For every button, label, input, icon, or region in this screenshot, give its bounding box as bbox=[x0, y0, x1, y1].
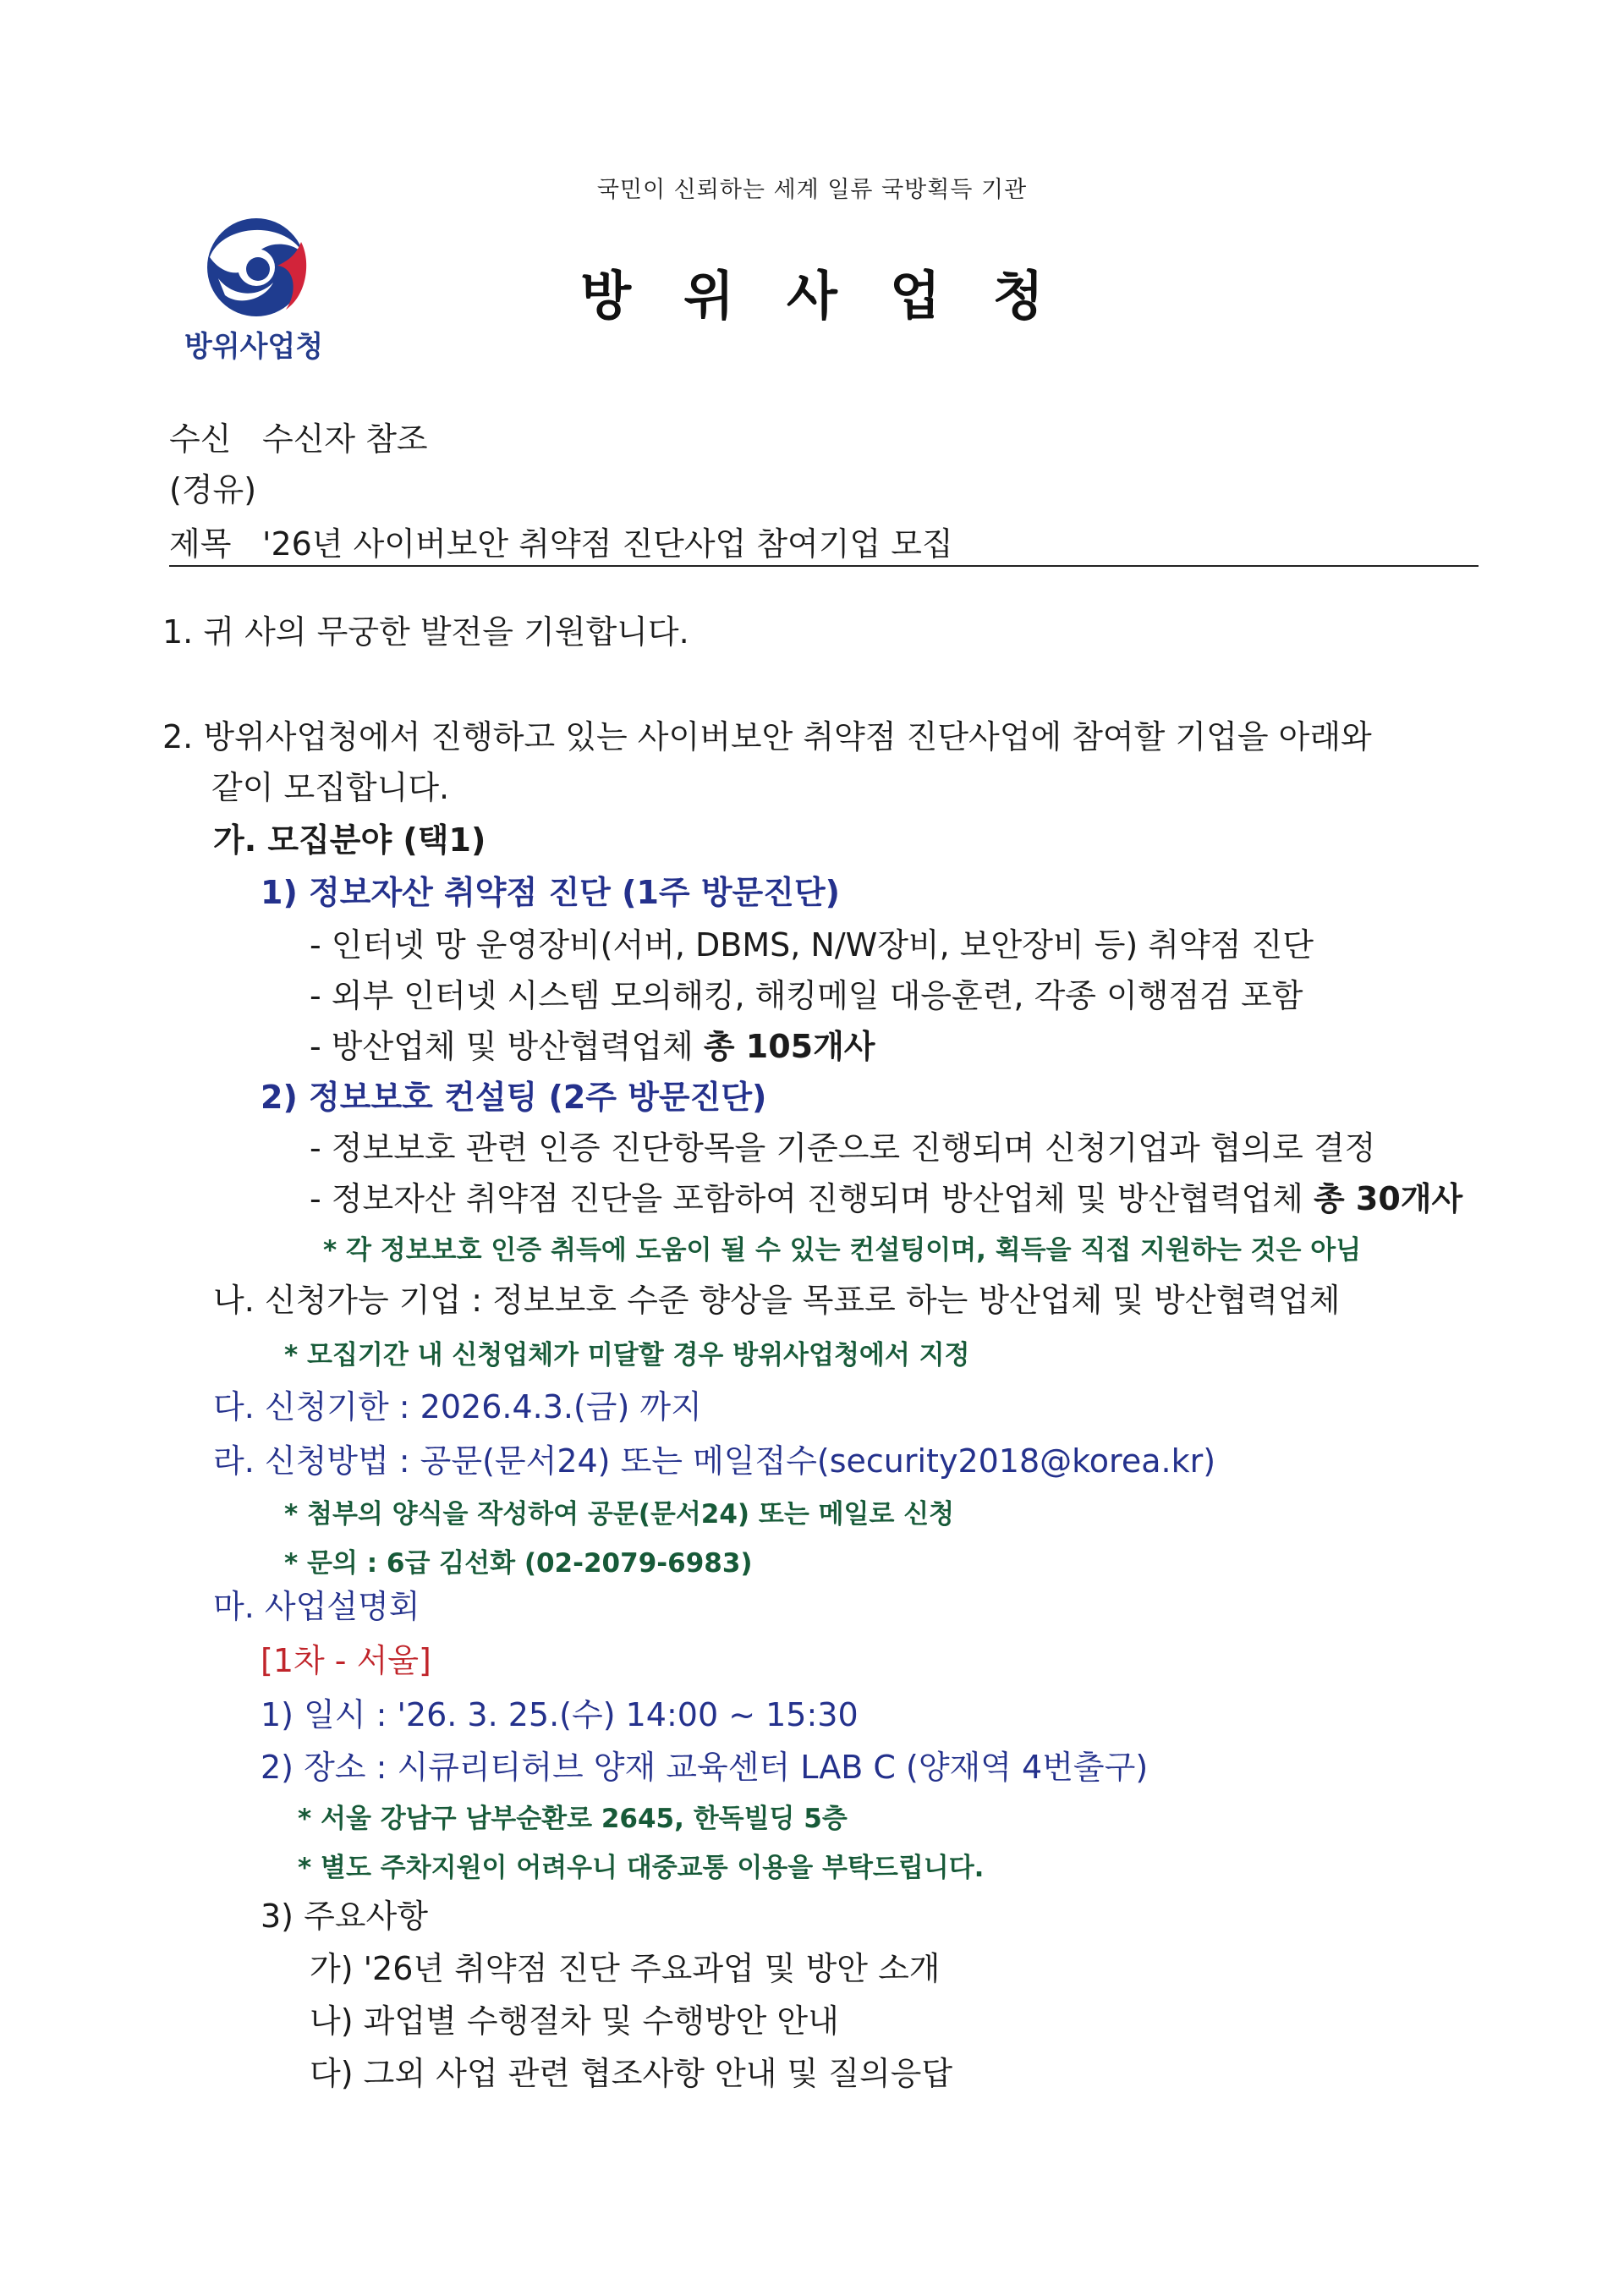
header-divider bbox=[169, 565, 1479, 567]
ga-2-item-1: - 정보보호 관련 인증 진단항목을 기준으로 진행되며 신청기업과 협의로 결정 bbox=[310, 1129, 1376, 1167]
ga-1-title: 1) 정보자산 취약점 진단 (1주 방문진단) bbox=[261, 874, 841, 911]
subject-line bbox=[169, 518, 953, 564]
ma-3-item-da: 다) 그외 사업 관련 협조사항 안내 및 질의응답 bbox=[310, 2055, 953, 2092]
recipient-line bbox=[169, 413, 428, 459]
section-na-title: 나. 신청가능 기업 : 정보보호 수준 향상을 목표로 하는 방산업체 및 방산협력업체 bbox=[213, 1282, 1341, 1319]
section-ra-title: 라. 신청방법 : 공문(문서24) 또는 메일접수(security2018@korea.kr) bbox=[213, 1442, 1216, 1480]
ma-3-item-na: 나) 과업별 수행절차 및 수행방안 안내 bbox=[310, 2002, 839, 2040]
ra-note-1: * 첨부의 양식을 작성하여 공문(문서24) 또는 메일로 신청 bbox=[284, 1499, 955, 1530]
ga-1-item-3-count: 총 105개사 bbox=[703, 1028, 875, 1065]
ma-2-location: 2) 장소 : 시큐리티허브 양재 교육센터 LAB C (양재역 4번출구) bbox=[261, 1749, 1149, 1786]
logo-text: 방위사업청 bbox=[184, 330, 324, 364]
na-note: * 모집기간 내 신청업체가 미달할 경우 방위사업청에서 지정 bbox=[284, 1340, 970, 1370]
paragraph-2-line2: 같이 모집합니다. bbox=[211, 769, 450, 806]
recipient-value: 수신자 참조 bbox=[262, 420, 428, 458]
subject-label: 제목 bbox=[169, 525, 232, 563]
paragraph-1: 1. 귀 사의 무궁한 발전을 기원합니다. bbox=[162, 613, 689, 651]
ga-1-item-3 bbox=[310, 1020, 875, 1067]
subject-value: '26년 사이버보안 취약점 진단사업 참여기업 모집 bbox=[262, 525, 953, 563]
ga-1-item-2: - 외부 인터넷 시스템 모의해킹, 해킹메일 대응훈련, 각종 이행점검 포함 bbox=[310, 977, 1303, 1014]
section-ga-title: 가. 모집분야 (택1) bbox=[213, 821, 486, 859]
ma-session-label: [1차 - 서울] bbox=[261, 1642, 431, 1679]
ma-3-item-ga: 가) '26년 취약점 진단 주요과업 및 방안 소개 bbox=[310, 1950, 941, 1987]
via-line: (경유) bbox=[169, 471, 257, 508]
ma-2-note-1: * 서울 강남구 남부순환로 2645, 한독빌딩 5층 bbox=[298, 1804, 848, 1834]
ga-2-item-2-text: - 정보자산 취약점 진단을 포함하여 진행되며 방산업체 및 방산협력업체 bbox=[310, 1180, 1314, 1217]
section-da-title: 다. 신청기한 : 2026.4.3.(금) 까지 bbox=[213, 1388, 702, 1425]
recipient-label: 수신 bbox=[169, 420, 232, 458]
ma-1-datetime: 1) 일시 : '26. 3. 25.(수) 14:00 ~ 15:30 bbox=[261, 1696, 859, 1733]
ga-2-item-2-count: 총 30개사 bbox=[1313, 1180, 1463, 1217]
agency-slogan: 국민이 신뢰하는 세계 일류 국방획득 기관 bbox=[596, 177, 1028, 203]
ga-2-note: * 각 정보보호 인증 취득에 도움이 될 수 있는 컨설팅이며, 획득을 직접 지원하는 것은 아님 bbox=[323, 1235, 1362, 1266]
ga-1-item-1: - 인터넷 망 운영장비(서버, DBMS, N/W장비, 보안장비 등) 취약점 진단 bbox=[310, 926, 1314, 964]
paragraph-2-line1: 2. 방위사업청에서 진행하고 있는 사이버보안 취약점 진단사업에 참여할 기업을 아래와 bbox=[162, 718, 1372, 755]
ga-2-item-2 bbox=[310, 1173, 1462, 1219]
section-ma-title: 마. 사업설명회 bbox=[213, 1588, 420, 1625]
ra-note-2: * 문의 : 6급 김선화 (02-2079-6983) bbox=[284, 1548, 753, 1579]
ga-1-item-3-text: - 방산업체 및 방산협력업체 bbox=[310, 1028, 704, 1065]
ga-2-title: 2) 정보보호 컨설팅 (2주 방문진단) bbox=[261, 1079, 767, 1116]
agency-title: 방위사업청 bbox=[580, 265, 1096, 327]
ma-3-title: 3) 주요사항 bbox=[261, 1898, 428, 1935]
ma-2-note-2: * 별도 주차지원이 어려우니 대중교통 이용을 부탁드립니다. bbox=[298, 1853, 985, 1883]
